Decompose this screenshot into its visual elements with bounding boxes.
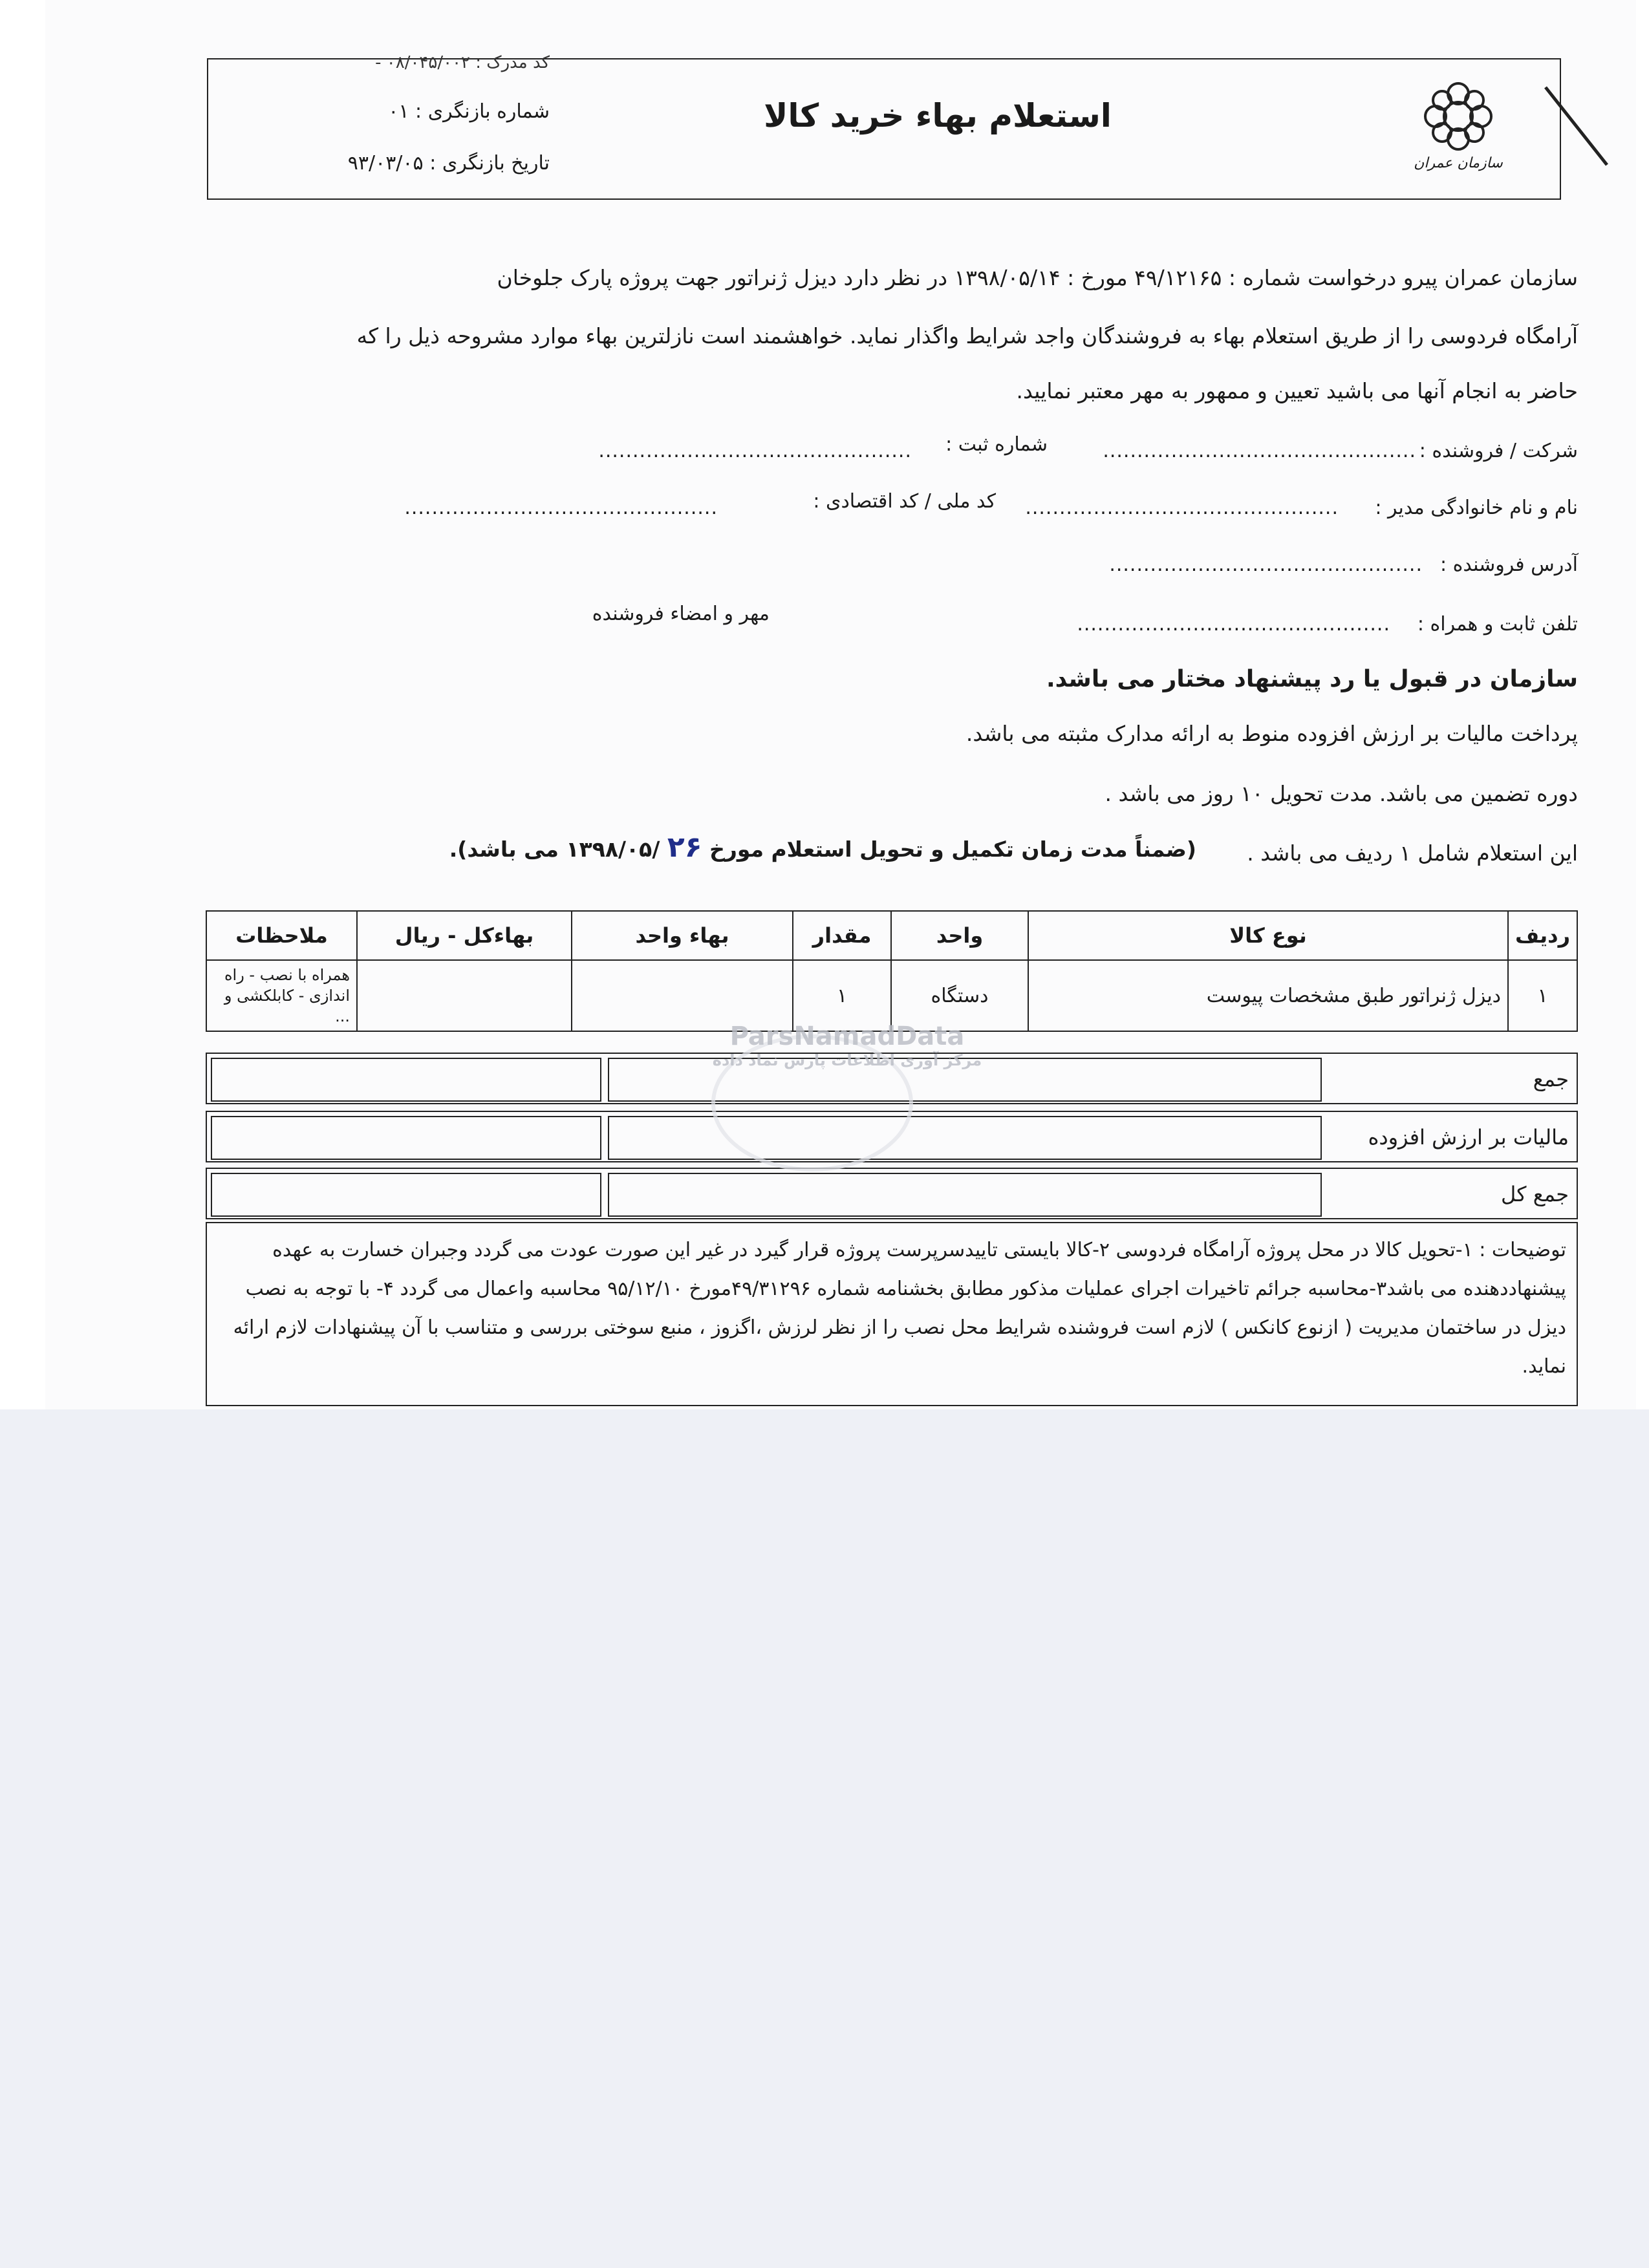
deadline-line — [449, 831, 1196, 864]
page-title: استعلام بهاء خرید کالا — [764, 97, 1112, 134]
grand-total-extra-cell[interactable] — [211, 1173, 601, 1217]
company-label: شرکت / فروشنده : — [1419, 440, 1578, 462]
pen-stroke-mark — [1542, 84, 1613, 168]
seal-signature-label: مهر و امضاء فروشنده — [592, 603, 770, 625]
org-logo-text: سازمان عمران — [1414, 155, 1503, 171]
vat-note: پرداخت مالیات بر ارزش افزوده منوط به ارائه مدارک مثبته می باشد. — [965, 721, 1578, 746]
items-table — [206, 910, 1578, 1032]
notes-box — [206, 1222, 1578, 1406]
registration-label: شماره ثبت : — [945, 433, 1048, 456]
col-remarks: ملاحظات — [206, 911, 357, 960]
vat-extra-cell[interactable] — [211, 1116, 601, 1160]
cell-remarks: همراه با نصب - راه اندازی - کابلکشی و ... — [206, 960, 357, 1031]
deadline-text-after: /۱۳۹۸/۰۵ می باشد). — [449, 837, 660, 862]
col-row-no: ردیف — [1508, 911, 1577, 960]
address-label: آدرس فروشنده : — [1439, 553, 1578, 576]
request-line-2: آرامگاه فردوسی را از طریق استعلام بهاء به فروشندگان واجد شرایط واگذار نماید. خواهشمند است نازلترین بهاء موارد مشروحه ذیل را که — [356, 323, 1578, 348]
national-code-label: کد ملی / کد اقتصادی : — [813, 490, 996, 513]
table-header-row — [206, 911, 1577, 960]
cell-total-price[interactable] — [357, 960, 572, 1031]
notes-text: توضیحات : ۱-تحویل کالا در محل پروژه آرامگاه فردوسی ۲-کالا بایستی تاییدسرپرست پروژه قرار گیرد در غیر این صورت عودت می گردد وجبران خسارت به عهده پیشنهاددهنده می باشد۳-محاسبه جرائم تاخیرات اجرای عملیات مذکور مطابق بخشنامه شماره ۴۹/۳۱۲۹۶مورخ ۹۵/۱۲/۱۰ محاسبه واعمال می گردد ۴- با توجه به نصب دیزل در ساختمان مدیریت ( ازنوع کانکس ) لازم است فروشنده شرایط محل نصب را از نظر لرزش ،اگزوز ، منبع سوختی بررسی و متناسب با آن پیشنهادات لازم ارائه نماید. — [233, 1239, 1566, 1378]
cell-unit: دستگاه — [891, 960, 1028, 1031]
manager-label: نام و نام خانوادگی مدیر : — [1375, 497, 1578, 519]
decision-note: سازمان در قبول یا رد پیشنهاد مختار می باشد. — [1046, 666, 1578, 692]
phone-label: تلفن ثابت و همراه : — [1417, 613, 1578, 636]
phone-field[interactable]: .............................................. — [1077, 613, 1390, 636]
col-unit: واحد — [891, 911, 1028, 960]
request-line-3: حاضر به انجام آنها می باشید تعیین و ممهور به مهر معتبر نمایید. — [1016, 378, 1578, 403]
sum-extra-cell[interactable] — [211, 1058, 601, 1102]
cell-quantity: ۱ — [793, 960, 891, 1031]
grand-total-label: جمع کل — [1501, 1182, 1569, 1206]
manager-field[interactable]: .............................................. — [1025, 497, 1339, 519]
col-quantity: مقدار — [793, 911, 891, 960]
rows-count-line: این استعلام شامل ۱ ردیف می باشد . — [1247, 840, 1578, 866]
table-row — [206, 960, 1577, 1031]
revision-date: تاریخ بازنگری : ۹۳/۰۳/۰۵ — [347, 152, 550, 175]
national-code-field[interactable]: .............................................. — [404, 497, 718, 519]
col-total-price: بهاءکل - ریال — [357, 911, 572, 960]
warranty-delivery-line: دوره تضمین می باشد. مدت تحویل ۱۰ روز می باشد . — [1105, 781, 1578, 806]
company-field[interactable]: .............................................. — [1103, 440, 1416, 462]
cell-unit-price[interactable] — [572, 960, 793, 1031]
watermark-subtext: مرکز آوری اطلاعات پارس نماد داده — [712, 1051, 982, 1069]
vat-label: مالیات بر ارزش افزوده — [1368, 1125, 1569, 1150]
grand-total-value-cell[interactable] — [608, 1173, 1322, 1217]
deadline-text-before: (ضمناً مدت زمان تکمیل و تحویل استعلام مورخ — [709, 837, 1196, 862]
lower-blank-sheet — [0, 1409, 1649, 2268]
col-item-type: نوع کالا — [1028, 911, 1508, 960]
watermark-text: ParsNamadData — [729, 1022, 965, 1051]
cell-row-no: ۱ — [1508, 960, 1577, 1031]
grand-total-row — [206, 1168, 1578, 1219]
sum-label: جمع — [1533, 1067, 1569, 1091]
col-unit-price: بهاء واحد — [572, 911, 793, 960]
address-field[interactable]: .............................................. — [1109, 553, 1423, 576]
registration-field[interactable]: .............................................. — [598, 440, 912, 462]
revision-number: شماره بازنگری : ۰۱ — [388, 100, 550, 123]
document-code: کد مدرک : ۰۸/۰۴۵/۰۰۲ - — [375, 53, 550, 72]
handwritten-day: ۲۶ — [667, 831, 702, 864]
request-line-1: سازمان عمران پیرو درخواست شماره : ۴۹/۱۲۱۶۵ مورخ : ۱۳۹۸/۰۵/۱۴ در نظر دارد دیزل ژنراتور جهت پروژه پارک جلوخان — [497, 265, 1578, 290]
watermark — [673, 1022, 1022, 1069]
cell-item-type: دیزل ژنراتور طبق مشخصات پیوست — [1028, 960, 1508, 1031]
